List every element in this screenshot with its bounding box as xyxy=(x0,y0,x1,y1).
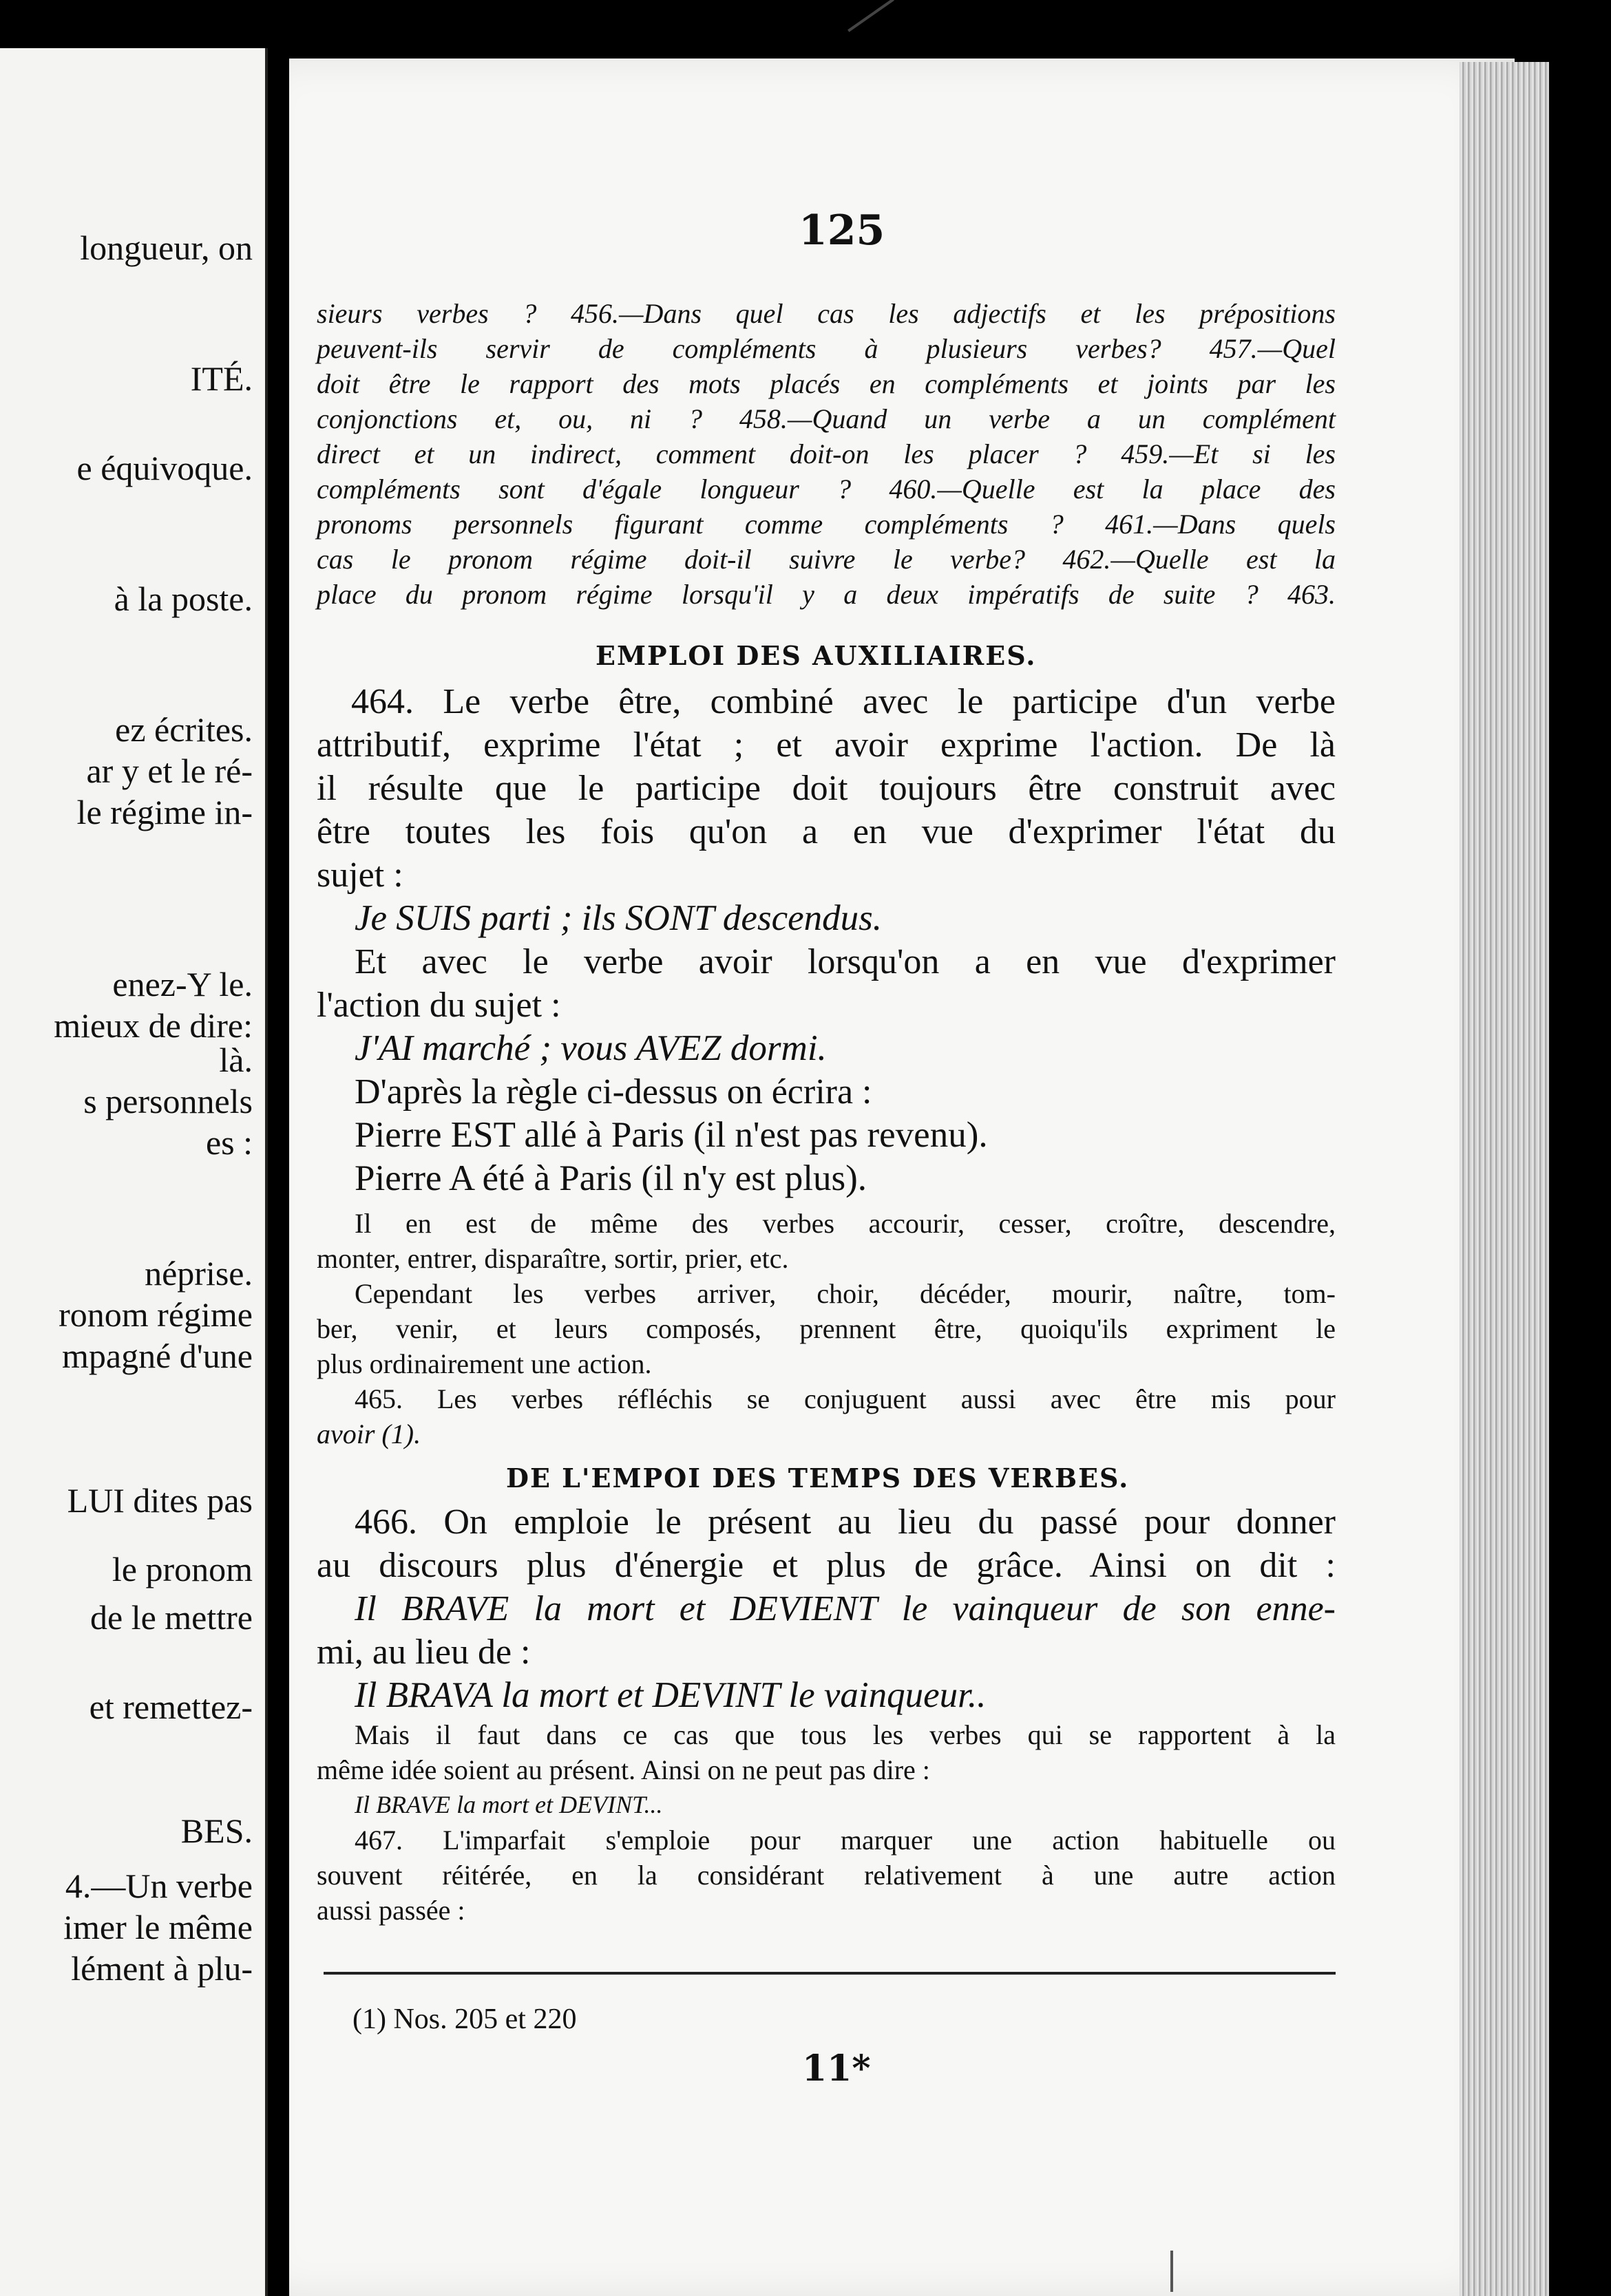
left-page-line: 4.—Un verbe xyxy=(65,1867,253,1905)
question-line: place du pronom régime lorsqu'il y a deux impératifs de suite ? 463. xyxy=(317,579,1336,610)
rule-line: D'après la règle ci-dessus on écrira : xyxy=(355,1072,872,1112)
left-page-line: le régime in- xyxy=(76,793,253,831)
paragraph-line: aussi passée : xyxy=(317,1895,465,1926)
top-mark xyxy=(847,0,894,32)
example-4: Pierre A été à Paris (il n'y est plus). xyxy=(355,1158,867,1198)
left-page-line: lément à plu- xyxy=(71,1949,253,1988)
paragraph-line: 467. L'imparfait s'emploie pour marquer une action habituelle ou xyxy=(355,1825,1336,1856)
paragraph-line: sujet : xyxy=(317,855,403,895)
left-page-line: le pronom xyxy=(112,1550,253,1588)
background-edge xyxy=(1549,0,1611,2296)
section-heading-auxiliaires: EMPLOI DES AUXILIAIRES. xyxy=(596,640,1037,671)
paragraph-line: 465. Les verbes réfléchis se conjuguent aussi avec être mis pour xyxy=(355,1383,1336,1414)
example-5: Il BRAVE la mort et DEVIENT le vainqueur de son enne- xyxy=(355,1589,1336,1628)
left-page-line: mieux de dire: xyxy=(54,1006,253,1045)
paragraph-466 xyxy=(317,1500,1336,1717)
section-heading-temps: DE L'EMPOI DES TEMPS DES VERBES. xyxy=(506,1463,1130,1494)
left-page-line: es : xyxy=(205,1123,253,1162)
left-page-line: mpagné d'une xyxy=(62,1337,253,1375)
paragraph-line: être toutes les fois qu'on a en vue d'exprimer l'état du xyxy=(317,812,1336,851)
paragraph-line: Cependant les verbes arriver, choir, décéder, mourir, naître, tom- xyxy=(355,1278,1336,1309)
example-5-cont: mi, au lieu de : xyxy=(317,1633,531,1672)
paragraph-line: plus ordinairement une action. xyxy=(317,1348,652,1379)
paragraph-same xyxy=(317,1206,1336,1452)
left-page-line: ar y et le ré- xyxy=(86,752,253,790)
page-number: 125 xyxy=(799,206,885,255)
left-page-line: ITÉ. xyxy=(190,359,253,398)
paragraph-line: l'action du sujet : xyxy=(317,986,561,1025)
left-page-line: LUI dites pas xyxy=(67,1481,253,1520)
question-line: peuvent-ils servir de compléments à plusieurs verbes? 457.—Quel xyxy=(317,333,1336,364)
left-page-line: enez-Y le. xyxy=(112,965,253,1003)
left-page-line: et remettez- xyxy=(89,1688,253,1726)
question-line: cas le pronom régime doit-il suivre le verbe? 462.—Quelle est la xyxy=(317,544,1336,575)
paragraph-line: 466. On emploie le présent au lieu du passé pour donner xyxy=(355,1502,1336,1542)
signature-mark: 11* xyxy=(802,2048,871,2090)
paragraph-line: même idée soient au présent. Ainsi on ne peut pas dire : xyxy=(317,1754,930,1785)
questions-block xyxy=(317,296,1336,612)
footnote-rule xyxy=(324,1972,1336,1975)
paragraph-line: attributif, exprime l'état ; et avoir exprime l'action. De là xyxy=(317,725,1336,765)
paragraph-464 xyxy=(317,680,1336,1200)
left-page-line: BES. xyxy=(180,1811,253,1850)
paragraph-line: il résulte que le participe doit toujours être construit avec xyxy=(317,769,1336,808)
paragraph-line: avoir (1). xyxy=(317,1418,421,1449)
left-page-line: à la poste. xyxy=(114,580,253,618)
question-line: sieurs verbes ? 456.—Dans quel cas les adjectifs et les prépositions xyxy=(317,298,1336,329)
left-page-line: e équivoque. xyxy=(76,449,253,487)
question-line: direct et un indirect, comment doit-on les placer ? 459.—Et si les xyxy=(317,438,1336,469)
left-page-line: imer le même xyxy=(63,1908,253,1946)
left-page-line: là. xyxy=(219,1041,253,1079)
question-line: doit être le rapport des mots placés en compléments et joints par les xyxy=(317,368,1336,399)
example-7: Il BRAVE la mort et DEVINT... xyxy=(355,1791,663,1818)
question-line: compléments sont d'égale longueur ? 460.—Quelle est la place des xyxy=(317,474,1336,504)
paragraph-line: ber, venir, et leurs composés, prennent être, quoiqu'ils expriment le xyxy=(317,1313,1336,1344)
paragraph-line: souvent réitérée, en la considérant relativement à une autre action xyxy=(317,1860,1336,1891)
left-page-line: s personnels xyxy=(83,1082,253,1120)
left-page-line: néprise. xyxy=(145,1254,253,1293)
paragraph-mais xyxy=(317,1717,1336,1928)
question-line: pronoms personnels figurant comme compléments ? 461.—Dans quels xyxy=(317,509,1336,540)
left-page-line: longueur, on xyxy=(80,228,253,267)
bottom-mark xyxy=(1170,2251,1173,2292)
paragraph-line: au discours plus d'énergie et plus de grâce. Ainsi on dit : xyxy=(317,1546,1336,1585)
paragraph-line: 464. Le verbe être, combiné avec le participe d'un verbe xyxy=(351,682,1336,721)
paragraph-line: monter, entrer, disparaître, sortir, prier, etc. xyxy=(317,1243,789,1274)
paragraph-line: Il en est de même des verbes accourir, cesser, croître, descendre, xyxy=(355,1208,1336,1239)
example-1: Je SUIS parti ; ils SONT descendus. xyxy=(355,898,882,938)
left-page-line: de le mettre xyxy=(90,1598,253,1637)
example-6: Il BRAVA la mort et DEVINT le vainqueur.. xyxy=(355,1675,987,1715)
footnote: (1) Nos. 205 et 220 xyxy=(352,2003,577,2035)
paragraph-line: Mais il faut dans ce cas que tous les verbes qui se rapportent à la xyxy=(355,1719,1336,1750)
page-edges xyxy=(1460,62,1549,2296)
left-page-line: ez écrites. xyxy=(115,710,253,749)
question-line: conjonctions et, ou, ni ? 458.—Quand un verbe a un complément xyxy=(317,403,1336,434)
example-3: Pierre EST allé à Paris (il n'est pas revenu). xyxy=(355,1115,988,1155)
example-2: J'AI marché ; vous AVEZ dormi. xyxy=(355,1028,827,1068)
left-page-line: ronom régime xyxy=(59,1295,253,1334)
paragraph-line: Et avec le verbe avoir lorsqu'on a en vue d'exprimer xyxy=(355,942,1336,981)
